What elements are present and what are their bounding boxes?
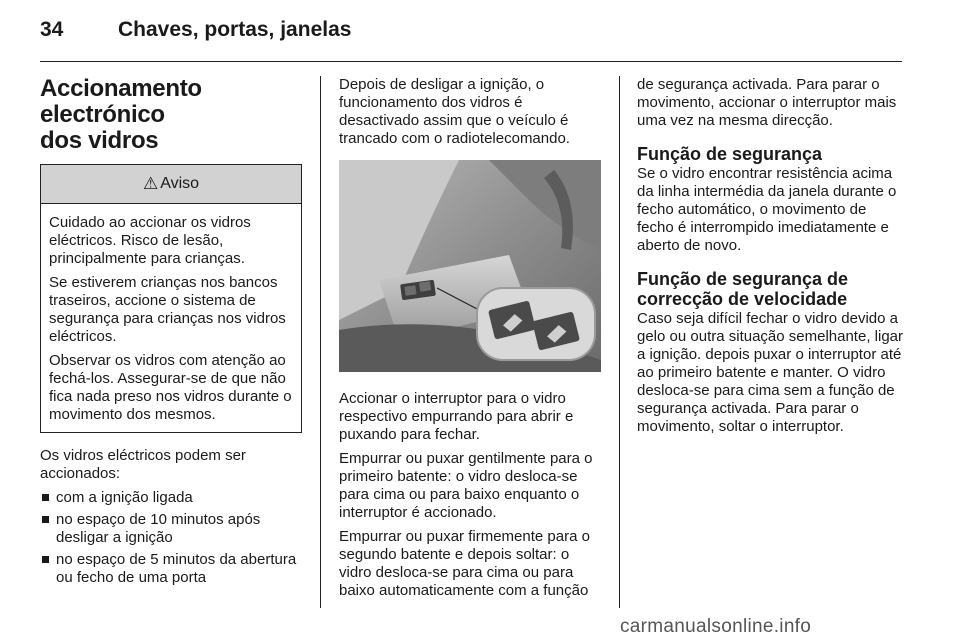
warning-paragraph: Se estiverem crianças nos bancos traseiros, accione o sistema de segurança para crianças nos vidros eléctricos.: [49, 274, 286, 345]
column-1: [40, 76, 302, 591]
list-item: no espaço de 5 minutos da abertura ou fecho de uma porta: [40, 551, 302, 587]
paragraph: Se o vidro encontrar resistência acima da linha intermédia da janela durante o fecho automático, o movimento de fecho é interrompido imediatamente e aberto de novo.: [637, 165, 897, 254]
warning-paragraph: Cuidado ao accionar os vidros eléctricos. Risco de lesão, principalmente para crianças.: [49, 214, 251, 267]
column-divider-1: [320, 76, 321, 608]
list-item: com a ignição ligada: [40, 489, 302, 507]
conditions-list: [40, 489, 302, 587]
section-title-line2: dos vidros: [40, 127, 159, 154]
override-title-line1: Função de segurança de: [637, 269, 849, 289]
paragraph: Accionar o interruptor para o vidro respectivo empurrando para abrir e puxando para fechar.: [339, 390, 574, 443]
warning-body: [41, 204, 301, 432]
column-3: [637, 76, 907, 442]
warning-paragraph: Observar os vidros com atenção ao fechá-los. Assegurar-se de que não fica nada preso nos vidros durante o movimento dos mesmos.: [49, 352, 292, 423]
intro-paragraph: Os vidros eléctricos podem ser accionados:: [40, 447, 246, 482]
warning-triangle-icon: ⚠: [142, 174, 159, 193]
page-number: 34: [40, 18, 64, 41]
override-title-line2: correcção de velocidade: [637, 289, 848, 309]
column-divider-2: [619, 76, 620, 608]
paragraph: Empurrar ou puxar gentilmente para o primeiro batente: o vidro desloca-se para cima ou para baixo enquanto o interruptor é accionado.: [339, 450, 593, 521]
watermark: carmanualsonline.info: [620, 616, 812, 637]
chapter-title: Chaves, portas, janelas: [118, 18, 352, 41]
paragraph: de segurança activada. Para parar o movimento, accionar o interruptor mais uma vez na mesma direcção.: [637, 76, 897, 129]
list-item: no espaço de 10 minutos após desligar a ignição: [40, 511, 302, 547]
window-switch-photo: [339, 160, 601, 372]
warning-header: [41, 165, 301, 204]
column-2: [339, 76, 604, 606]
section-title-line1: Accionamento electrónico: [40, 75, 202, 128]
paragraph: Caso seja difícil fechar o vidro devido a gelo ou outra situação semelhante, ligar a ignição. depois puxar o interruptor até ao primeiro batente e manter. O vidro desloca-se para cima sem a função de segurança activada. Para parar o movimento, soltar o interruptor.: [637, 310, 904, 435]
page-header: [40, 18, 920, 58]
paragraph: Empurrar ou puxar firmemente para o segundo batente e depois soltar: o vidro desloca-se para cima ou para baixo automaticamente com a função: [339, 528, 590, 599]
warning-box: [40, 164, 302, 433]
header-divider: [40, 61, 902, 62]
paragraph: Depois de desligar a ignição, o funcionamento dos vidros é desactivado assim que o veículo é trancado com o radiotelecomando.: [339, 76, 570, 147]
section-title: [40, 76, 302, 154]
warning-title: Aviso: [160, 175, 200, 192]
override-function-title: [637, 269, 907, 309]
safety-function-title: Função de segurança: [637, 144, 823, 164]
